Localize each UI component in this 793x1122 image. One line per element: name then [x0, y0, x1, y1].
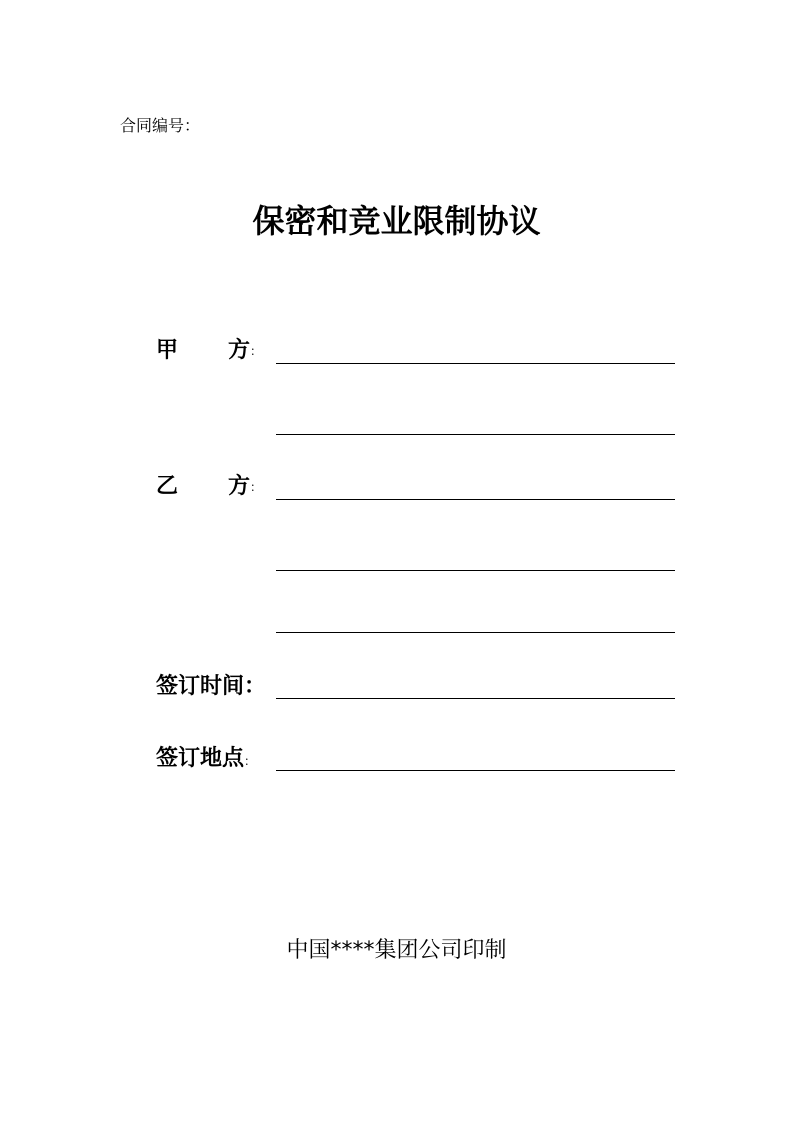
party-a-line-1[interactable] — [276, 363, 675, 364]
party-a-colon: ： — [250, 344, 263, 358]
party-a-label-char1: 甲 — [156, 338, 179, 363]
party-b-line-2[interactable] — [276, 570, 675, 571]
party-b-line-3[interactable] — [276, 632, 675, 633]
contract-number-label: 合同编号： — [120, 116, 201, 135]
party-a-line-2[interactable] — [276, 434, 675, 435]
party-b-label — [156, 472, 274, 502]
party-b-label-char1: 乙 — [156, 474, 179, 499]
sign-time-line[interactable] — [276, 698, 675, 699]
party-b-label-char2: 方 — [228, 474, 251, 499]
sign-place-colon: ： — [244, 754, 257, 768]
sign-place-label-text: 签订地点 — [156, 746, 245, 771]
sign-place-line[interactable] — [276, 770, 675, 771]
party-b-colon: ： — [250, 480, 263, 494]
sign-time-colon: ： — [244, 674, 267, 699]
footer-printer: 中国****集团公司印制 — [286, 938, 507, 963]
sign-time-label-text: 签订时间 — [156, 674, 245, 699]
document-title: 保密和竞业限制协议 — [252, 202, 541, 240]
party-a-label — [156, 336, 274, 366]
sign-place-label — [156, 744, 274, 776]
sign-time-label — [156, 672, 274, 702]
party-a-label-char2: 方 — [228, 338, 251, 363]
party-b-line-1[interactable] — [276, 499, 675, 500]
